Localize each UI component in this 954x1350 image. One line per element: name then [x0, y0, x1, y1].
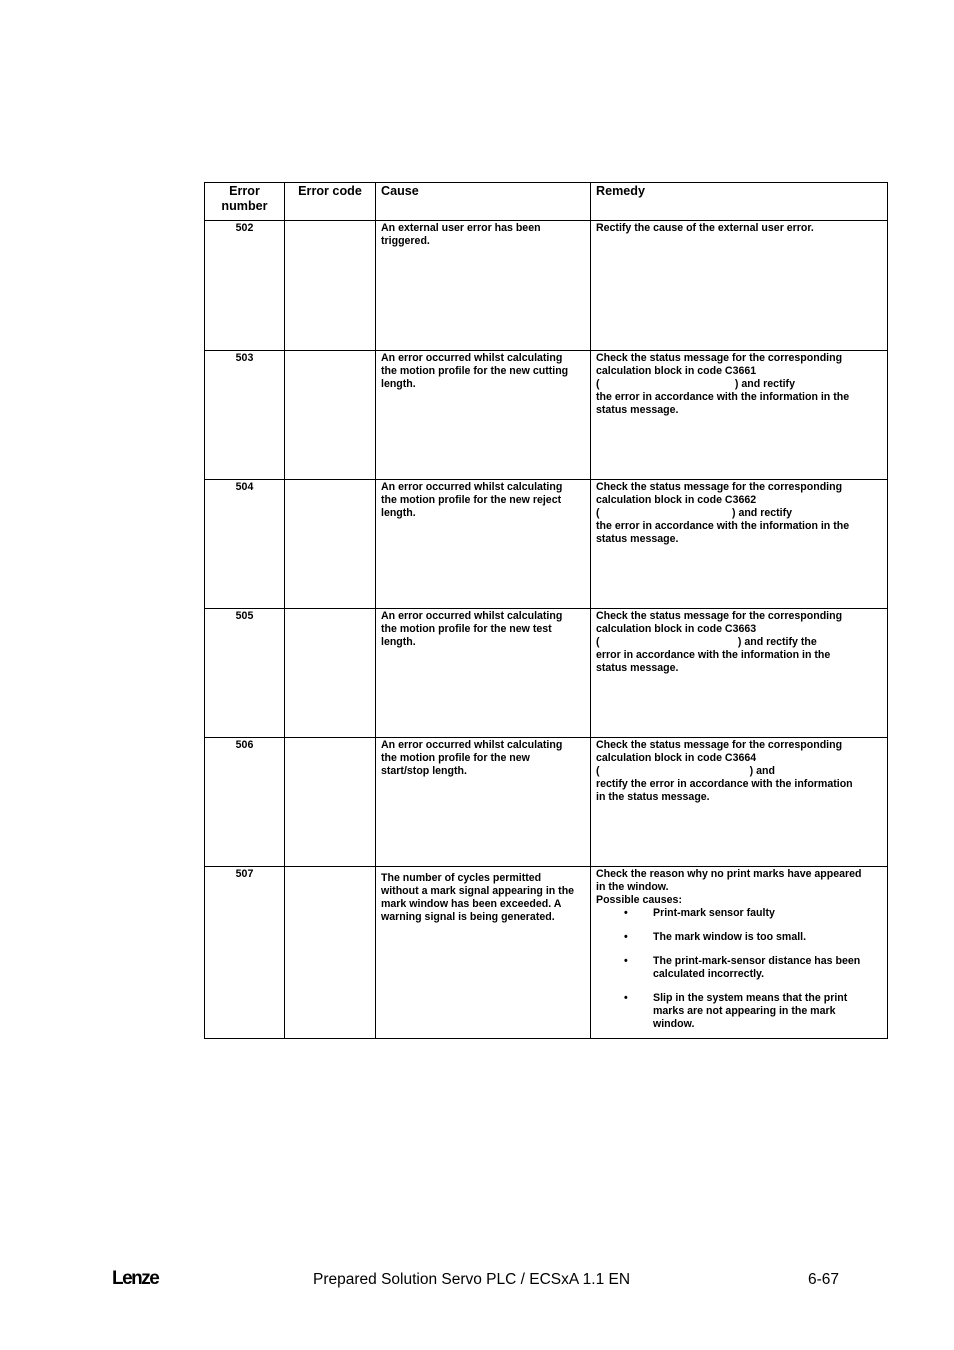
header-remedy: Remedy	[591, 183, 888, 221]
row-cause: An error occurred whilst calculating the motion profile for the new start/stop length.	[376, 738, 591, 867]
table-row	[205, 609, 888, 738]
table-header-row	[205, 183, 888, 221]
row-cause: An error occurred whilst calculating the motion profile for the new test length.	[376, 609, 591, 738]
list-item: • The mark window is too small.	[624, 931, 807, 943]
row-error-number: 504	[205, 480, 285, 609]
row-remedy: Check the status message for the corresponding calculation block in code C3663 ( ) and rectify the error in accordance with the information in the status message.	[591, 609, 888, 738]
possible-causes-list	[596, 907, 882, 1031]
row-cause: The number of cycles permitted without a mark signal appearing in the mark window has been exceeded. A warning signal is being generated.	[376, 867, 591, 1039]
error-table	[204, 182, 888, 1039]
row-error-number: 503	[205, 351, 285, 480]
row-error-code	[285, 221, 376, 351]
bullet-icon: •	[624, 992, 628, 1004]
row-error-code	[285, 867, 376, 1039]
lenze-logo: Lenze	[112, 1268, 159, 1289]
list-item: • Slip in the system means that the print marks are not appearing in the mark window.	[624, 992, 848, 1030]
header-error-code: Error code	[285, 183, 376, 221]
table-row	[205, 480, 888, 609]
bullet-icon: •	[624, 931, 628, 943]
row-error-code	[285, 480, 376, 609]
remedy-intro: Check the reason why no print marks have appeared in the window. Possible causes:	[596, 868, 862, 906]
row-error-number: 505	[205, 609, 285, 738]
row-remedy	[591, 867, 888, 1039]
header-error-number: Error number	[205, 183, 285, 221]
row-error-number: 502	[205, 221, 285, 351]
row-error-code	[285, 738, 376, 867]
table-row	[205, 867, 888, 1039]
table-row	[205, 221, 888, 351]
row-cause: An error occurred whilst calculating the motion profile for the new reject length.	[376, 480, 591, 609]
document-title: Prepared Solution Servo PLC / ECSxA 1.1 EN	[313, 1271, 631, 1288]
row-error-number: 507	[205, 867, 285, 1039]
bullet-icon: •	[624, 907, 628, 919]
row-remedy: Rectify the cause of the external user error.	[591, 221, 888, 351]
row-cause: An external user error has been triggered.	[376, 221, 591, 351]
table-row	[205, 351, 888, 480]
header-cause: Cause	[376, 183, 591, 221]
list-item: • The print-mark-sensor distance has been calculated incorrectly.	[624, 955, 861, 980]
page-number: 6-67	[808, 1271, 840, 1288]
row-remedy: Check the status message for the corresponding calculation block in code C3664 ( ) and rectify the error in accordance with the information in the status message.	[591, 738, 888, 867]
row-error-code	[285, 351, 376, 480]
row-error-code	[285, 609, 376, 738]
row-error-number: 506	[205, 738, 285, 867]
row-remedy: Check the status message for the corresponding calculation block in code C3661 ( ) and rectify the error in accordance with the information in the status message.	[591, 351, 888, 480]
bullet-icon: •	[624, 955, 628, 967]
row-cause: An error occurred whilst calculating the motion profile for the new cutting length.	[376, 351, 591, 480]
table-row	[205, 738, 888, 867]
list-item: • Print-mark sensor faulty	[624, 907, 775, 919]
row-remedy: Check the status message for the corresponding calculation block in code C3662 ( ) and rectify the error in accordance with the information in the status message.	[591, 480, 888, 609]
